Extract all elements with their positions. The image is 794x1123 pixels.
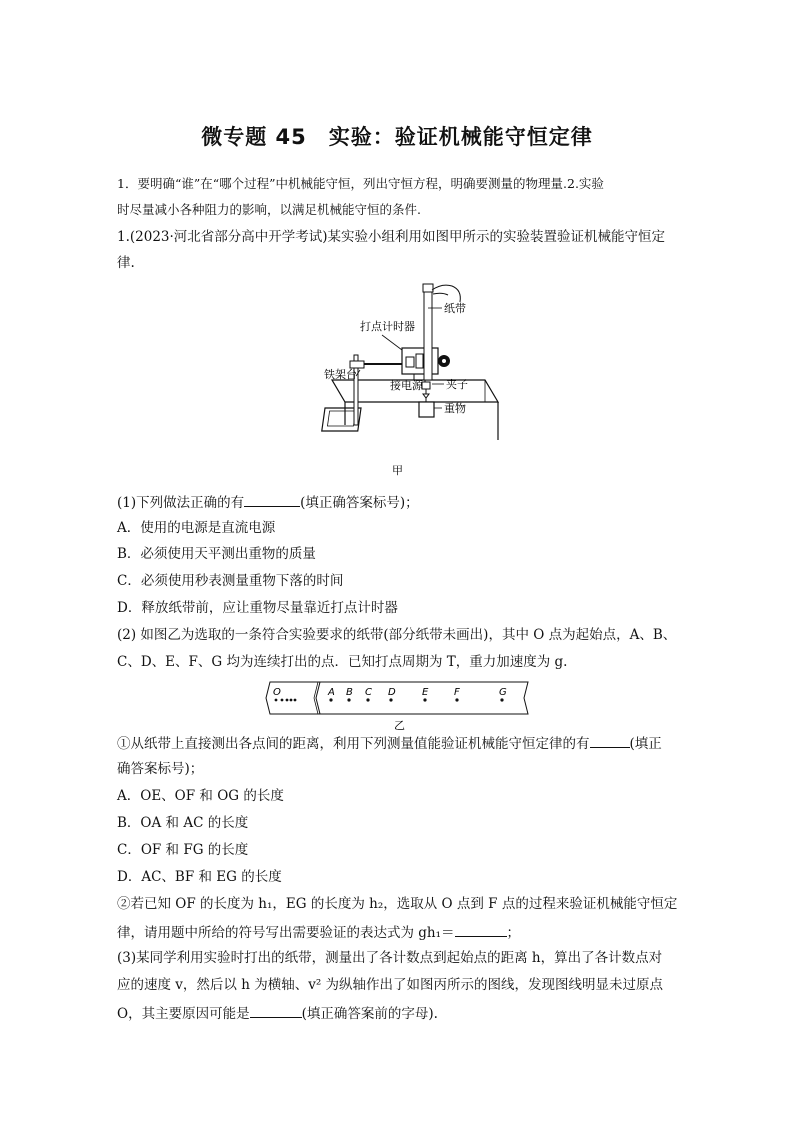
q2-1-option-d: D．AC、BF 和 EG 的长度 [117,869,282,885]
tape-dot-b [347,698,350,701]
q1-option-b: B．必须使用天平测出重物的质量 [117,546,316,562]
figure-jia-apparatus [320,280,520,480]
tape-label-a: A [328,687,335,698]
q2-line-2: C、D、E、F、G 均为连续打出的点．已知打点周期为 T，重力加速度为 g. [117,654,568,670]
q1-stem-tail: (填正确答案标号)； [300,495,419,511]
tape-dot-o-cluster [294,699,297,702]
q2-line-1: (2) 如图乙为选取的一条符合实验要求的纸带(部分纸带未画出)，其中 O 点为起始点，A、B、 [117,627,677,643]
tape-dot-c [366,698,369,701]
q3-stem: O，其主要原因可能是 [117,1006,250,1022]
tape-dot-o-cluster [281,699,284,702]
q1-option-d: D．释放纸带前，应让重物尽量靠近打点计时器 [117,600,398,616]
q1-option-c: C．必须使用秒表测量重物下落的时间 [117,573,344,589]
tape-label-d: D [388,687,396,698]
q2-2-stem: 律，请用题中所给的符号写出需要验证的表达式为 gh₁＝ [117,925,455,941]
q2-1-option-a: A．OE、OF 和 OG 的长度 [117,788,284,804]
tape-label-b: B [346,687,353,698]
label-stand: 铁架台 [324,368,357,381]
q2-2-line-2 [117,922,520,942]
q2-1-answer-blank [590,733,630,748]
tape-dot-o-cluster [286,699,289,702]
q3-answer-blank [250,1003,302,1018]
problem-intro-line-1: 1.(2023·河北省部分高中开学考试)某实验小组利用如图甲所示的实验装置验证机械能守恒定 [117,229,666,245]
tape-label-o: O [273,687,281,698]
q2-1-line-2: 确答案标号)； [117,761,204,777]
q1-stem [117,492,419,512]
problem-intro-line-2: 律. [117,255,135,271]
q1-option-a: A．使用的电源是直流电源 [117,520,276,536]
q3-stem-tail: (填正确答案前的字母). [301,1006,438,1022]
label-tape: 纸带 [444,302,466,315]
tape-label-g: G [499,687,507,698]
label-power: 接电源 [390,379,423,392]
tape-dot-d [389,698,392,701]
figure-yi-caption: 乙 [394,719,405,730]
q1-answer-blank [244,492,300,507]
q2-2-answer-blank [455,922,507,937]
tape-dot-a [329,698,332,701]
page-title: 微专题 45 实验：验证机械能守恒定律 [201,125,593,149]
tip-line-2: 时尽量减小各种阻力的影响，以满足机械能守恒的条件. [117,202,421,217]
tape-label-f: F [454,687,460,698]
q2-2-line-1: ②若已知 OF 的长度为 h₁，EG 的长度为 h₂，选取从 O 点到 F 点的过程来验证机械能守恒定 [117,896,678,912]
q2-1-stem-tail: (填正 [629,736,662,752]
q2-1-option-b: B．OA 和 AC 的长度 [117,815,249,831]
q2-2-stem-tail: ； [506,925,521,941]
q2-1-option-c: C．OF 和 FG 的长度 [117,842,249,858]
tape-dot-e [423,698,426,701]
label-weight: 重物 [444,402,466,415]
tape-dot-g [500,698,503,701]
tape-dot-f [455,698,458,701]
figure-yi-tape [262,678,542,730]
tape-dot-o-cluster [275,699,278,702]
tape-label-c: C [365,687,372,698]
q2-1-stem: ①从纸带上直接测出各点间的距离，利用下列测量值能验证机械能守恒定律的有 [117,736,590,752]
tape-label-e: E [422,687,429,698]
tape-dot-o-cluster [290,699,293,702]
q3-line-1: (3)某同学利用实验时打出的纸带，测量出了各计数点到起始点的距离 h，算出了各计数点对 [117,950,663,966]
label-clip: 夹子 [446,378,468,391]
figure-jia-caption: 甲 [392,464,403,477]
q3-line-2: 应的速度 v，然后以 h 为横轴、v² 为纵轴作出了如图丙所示的图线，发现图线明显未过原点 [117,977,664,993]
tip-line-1: 1．要明确“谁”在“哪个过程”中机械能守恒，列出守恒方程，明确要测量的物理量.2.实验 [117,176,604,191]
q3-line-3 [117,1003,438,1023]
q1-stem-text: (1)下列做法正确的有 [117,495,245,511]
label-timer: 打点计时器 [360,320,415,333]
q2-1-line-1 [117,733,662,753]
